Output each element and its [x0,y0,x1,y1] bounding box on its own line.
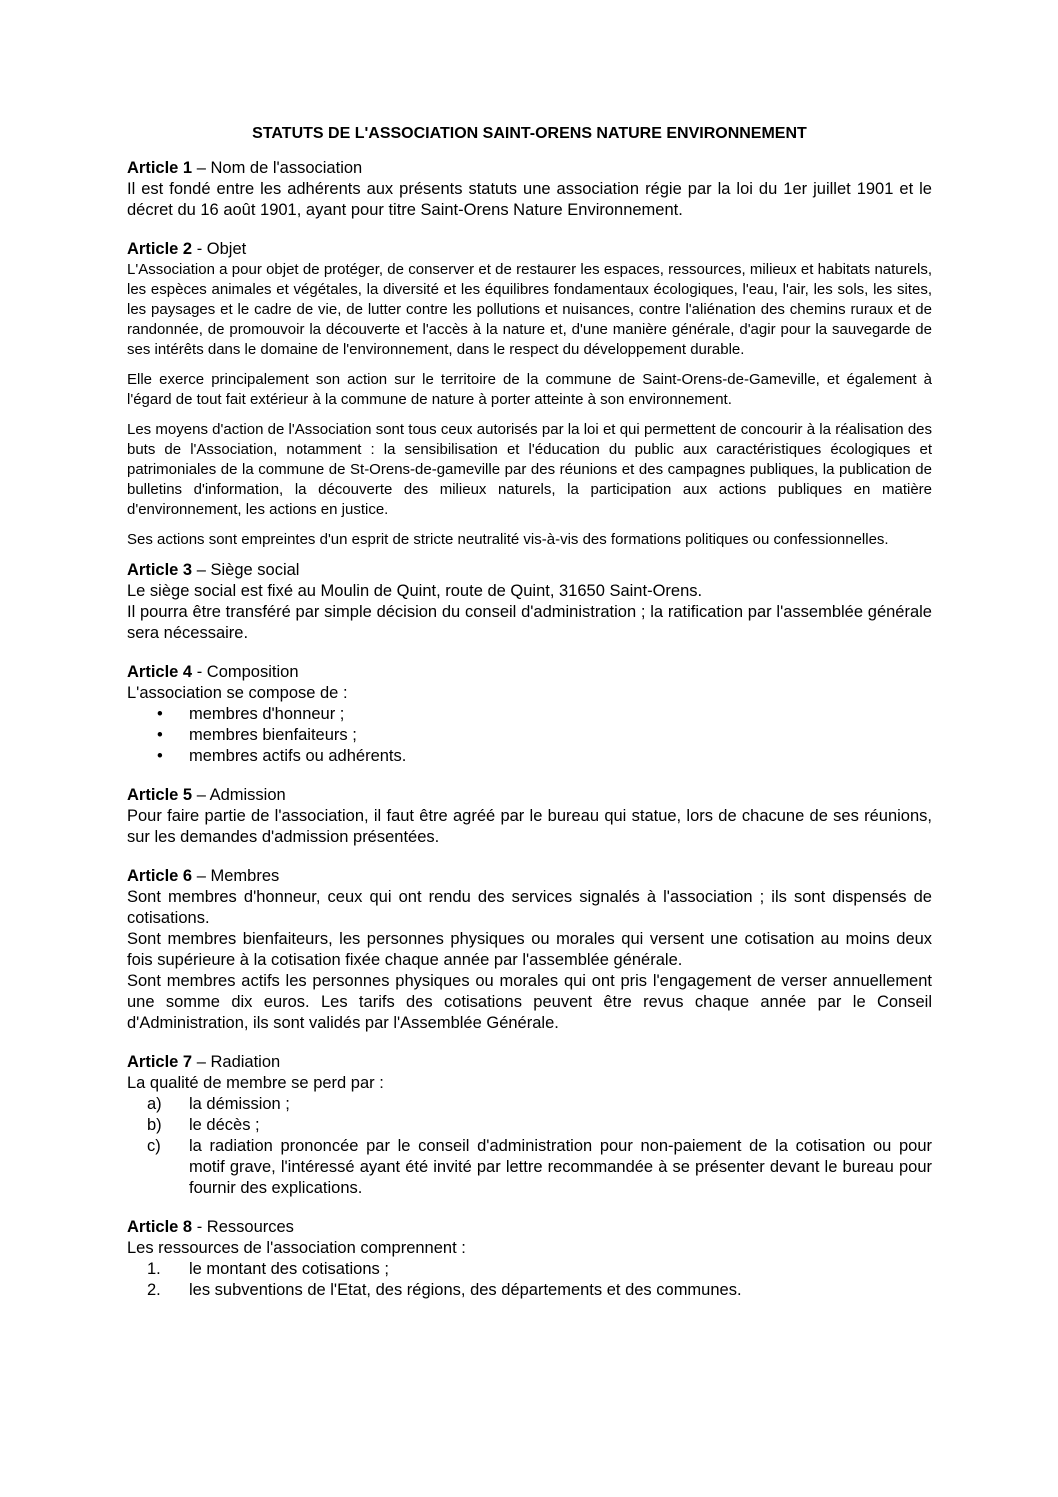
list-marker: c) [147,1137,161,1155]
article-number: Article 3 [127,561,193,579]
article-name: Admission [209,786,286,804]
article-number: Article 2 [127,240,193,258]
resources-list [127,1259,932,1301]
list-item-text: le montant des cotisations ; [189,1260,389,1278]
list-marker: 2. [147,1281,161,1299]
list-item-text: la radiation prononcée par le conseil d'administration pour non-paiement de la cotisation ou pour motif grave, l'intéressé ayant été invité par lettre recommandée à se présenter devant le bureau pour fournir des explications. [189,1137,932,1197]
paragraph: Sont membres bienfaiteurs, les personnes physiques ou morales qui versent une cotisation au moins deux fois supérieure à la cotisation fixée chaque année par l'assemblée générale. [127,930,932,969]
article-name: Composition [206,663,299,681]
article-heading [127,158,932,179]
paragraph: Il est fondé entre les adhérents aux présents statuts une association régie par la loi du 1er juillet 1901 et le décret du 16 août 1901, ayant pour titre Saint-Orens Nature Environnement. [127,180,932,219]
list-item-text: les subventions de l'Etat, des régions, des départements et des communes. [189,1281,742,1299]
list-item [127,1259,932,1280]
article-number: Article 4 [127,663,193,681]
bullet-marker: • [157,726,163,744]
article-separator: – [192,159,211,177]
article-separator: - [192,1218,207,1236]
paragraph: Sont membres d'honneur, ceux qui ont rendu des services signalés à l'association ; ils sont dispensés de cotisations. [127,888,932,927]
article-number: Article 7 [127,1053,193,1071]
article-number: Article 8 [127,1218,193,1236]
list-item-text: la démission ; [189,1095,290,1113]
article-2 [127,239,932,550]
document-title: STATUTS DE L'ASSOCIATION SAINT-ORENS NATURE ENVIRONNEMENT [252,125,807,142]
paragraph: Elle exerce principalement son action sur le territoire de la commune de Saint-Orens-de-Gameville, et également à l'égard de tout fait extérieur à la commune de nature à porter atteinte à son environnement. [127,371,932,408]
article-number: Article 1 [127,159,193,177]
list-marker: a) [147,1095,162,1113]
list-item [127,1280,932,1301]
article-name: Nom de l'association [210,159,363,177]
article-separator: – [192,561,211,579]
bullet-marker: • [157,747,163,765]
article-separator: - [192,240,207,258]
article-heading [127,1217,932,1238]
paragraph: Pour faire partie de l'association, il faut être agréé par le bureau qui statue, lors de chacune de ses réunions, sur les demandes d'admission présentées. [127,807,932,846]
article-heading [127,662,932,683]
article-3 [127,560,932,644]
list-marker: b) [147,1116,162,1134]
article-name: Radiation [210,1053,281,1071]
paragraph: Le siège social est fixé au Moulin de Quint, route de Quint, 31650 Saint-Orens. [127,582,703,600]
article-number: Article 5 [127,786,193,804]
paragraph: Les moyens d'action de l'Association sont tous ceux autorisés par la loi et qui permettent de concourir à la réalisation des buts de l'Association, notamment : la sensibilisation et l'éducation du public aux caractéristiques écologiques et patrimoniales de la commune de St-Orens-de-gameville par des réunions et des campagnes publiques, la publication de bulletins d'information, la découverte des milieux naturels, la participation aux actions publiques en matière d'environnement, les actions en justice. [127,421,932,518]
article-separator: – [192,1053,211,1071]
list-item-text: le décès ; [189,1116,260,1134]
paragraph: La qualité de membre se perd par : [127,1074,384,1092]
list-item-text: membres actifs ou adhérents. [189,747,407,765]
article-name: Siège social [210,561,300,579]
article-heading [127,785,932,806]
article-number: Article 6 [127,867,193,885]
paragraph: Les ressources de l'association comprennent : [127,1239,466,1257]
article-heading [127,1052,932,1073]
member-type-list [127,704,932,767]
article-separator: – [192,867,211,885]
article-heading [127,560,932,581]
article-separator: – [192,786,210,804]
list-marker: 1. [147,1260,161,1278]
article-1 [127,158,932,221]
bullet-marker: • [157,705,163,723]
article-name: Membres [210,867,280,885]
article-name: Ressources [206,1218,294,1236]
article-5 [127,785,932,848]
article-4 [127,662,932,767]
list-item [127,1115,932,1136]
paragraph: L'association se compose de : [127,684,348,702]
article-heading [127,866,932,887]
list-item [127,746,932,767]
article-8 [127,1217,932,1301]
list-item [127,704,932,725]
article-heading [127,239,932,260]
paragraph: L'Association a pour objet de protéger, de conserver et de restaurer les espaces, ressources, milieux et habitats naturels, les espèces animales et végétales, la diversité et les équilibres fondamentaux écologiques, l'eau, l'air, les sols, les sites, les paysages et le cadre de vie, de lutter contre les pollutions et nuisances, contre l'aliénation des chemins ruraux et de randonnée, de promouvoir la découverte et l'accès à la nature et, d'une manière générale, d'agir pour la sauvegarde de ses intérêts dans le domaine de l'environnement, dans le respect du développement durable. [127,261,932,358]
article-6 [127,866,932,1034]
paragraph: Sont membres actifs les personnes physiques ou morales qui ont pris l'engagement de verser annuellement une somme dix euros. Les tarifs des cotisations peuvent être revus chaque année par le Conseil d'Administration, ils sont validés par l'Assemblée Générale. [127,972,932,1032]
document-page [127,124,932,1301]
paragraph: Il pourra être transféré par simple décision du conseil d'administration ; la ratification par l'assemblée générale sera nécessaire. [127,603,932,642]
article-7 [127,1052,932,1199]
paragraph: Ses actions sont empreintes d'un esprit de stricte neutralité vis-à-vis des formations politiques ou confessionnelles. [127,531,889,548]
list-item [127,1136,932,1199]
list-item [127,1094,932,1115]
article-separator: - [192,663,207,681]
article-name: Objet [206,240,247,258]
list-item-text: membres bienfaiteurs ; [189,726,357,744]
radiation-list [127,1094,932,1199]
list-item-text: membres d'honneur ; [189,705,345,723]
list-item [127,725,932,746]
